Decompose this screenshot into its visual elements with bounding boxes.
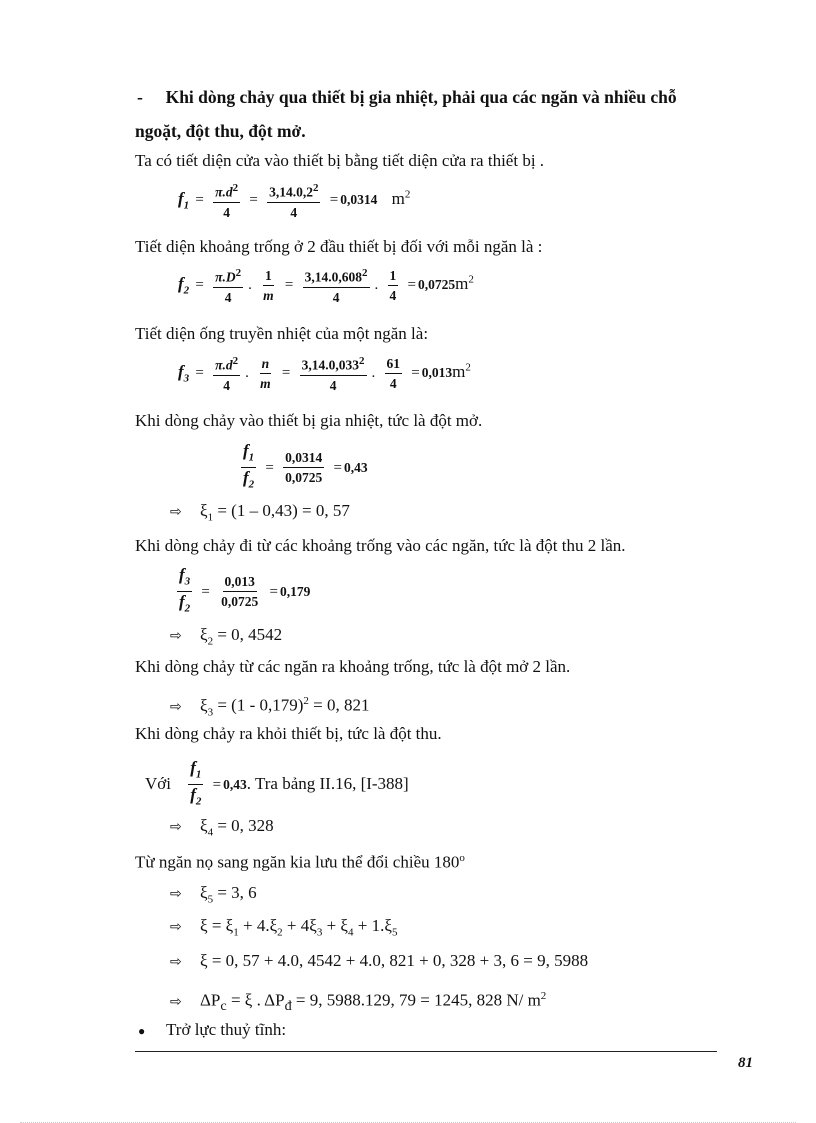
arrow-right-icon: ⇨ xyxy=(170,819,182,835)
page-number: 81 xyxy=(738,1055,753,1071)
footer-rule xyxy=(135,1051,717,1052)
arrow-right-icon: ⇨ xyxy=(170,628,182,644)
paragraph-line-6: Khi dòng chảy vào thiết bị gia nhiệt, tức là đột mở. xyxy=(135,411,483,430)
fraction: $\frac{3,14.0,2^2}{4}$ xyxy=(269,182,319,220)
xi-sum-line: ⇨ $\xi = \xi_1 + 4.\xi_2 + 4\xi_3 + \xi_4 + 1.\xi_5$ xyxy=(170,916,398,939)
voi-line: Với $\frac{f_1}{f_2}$ = 0,43. Tra bảng II.16, [I-388] xyxy=(145,758,409,808)
equation-ratio-f3-f2: $\frac{f_3}{f_2}$ = $\frac{0,013}{0,0725}$ = 0,179 xyxy=(179,565,311,615)
xi-value-line: ⇨ ξ = 0, 57 + 4.0, 4542 + 4.0, 821 + 0, 328 + 3, 6 = 9, 5988 xyxy=(170,950,588,973)
equation-f1: $f_1$ = $\frac{\pi.d^2}{4}$ = $\frac{3,14.0,2^2}{4}$ = 0,0314 $m^2$ xyxy=(178,182,411,220)
pressure-drop-line: ⇨ $\Delta P_c = \xi$ . $\Delta P_đ = 9$, 5988.129, 79 = 1245, 828 N/ $m^2$ xyxy=(170,990,547,1015)
paragraph-line-7: Khi dòng chảy đi từ các khoảng trống vào các ngăn, tức là đột thu 2 lần. xyxy=(135,536,626,555)
equation-ratio-f1-f2: $\frac{f_1}{f_2}$ = $\frac{0,0314}{0,0725}$ = 0,43 xyxy=(243,441,368,491)
arrow-right-icon: ⇨ xyxy=(170,504,182,520)
paragraph-line-1 xyxy=(137,86,677,108)
xi3-line: ⇨ $\xi_3 = (1 - 0,179)^2 = 0$, 821 xyxy=(170,695,370,719)
bullet-line: ● Trở lực thuỷ tĩnh: xyxy=(138,1019,286,1042)
xi1-line: ⇨ $\xi_1 = (1 - 0,43) = 0$, 57 xyxy=(170,501,350,524)
paragraph-line-8: Khi dòng chảy từ các ngăn ra khoảng trống, tức là đột mở 2 lần. xyxy=(135,657,571,676)
arrow-right-icon: ⇨ xyxy=(170,919,182,935)
paragraph-line-2: ngoặt, đột thu, đột mở. xyxy=(135,121,306,141)
paragraph-line-10: Từ ngăn nọ sang ngăn kia lưu thể đổi chiều 180$^o$ xyxy=(135,852,465,872)
arrow-right-icon: ⇨ xyxy=(170,993,182,1010)
fraction: $\frac{\pi.d^2}{4}$ xyxy=(215,182,239,220)
line-text: Khi dòng chảy qua thiết bị gia nhiệt, phải qua các ngăn và nhiều chỗ xyxy=(165,87,677,107)
xi4-line: ⇨ $\xi_4 = 0$, 328 xyxy=(170,816,274,839)
paragraph-line-3: Ta có tiết diện cửa vào thiết bị bằng tiết diện cửa ra thiết bị . xyxy=(135,151,545,170)
arrow-right-icon: ⇨ xyxy=(170,698,182,715)
paragraph-line-9: Khi dòng chảy ra khỏi thiết bị, tức là đột thu. xyxy=(135,724,442,743)
equation-f3: $f_3$ = $\frac{\pi.d^2}{4}$ . $\frac{n}{m}$ = $\frac{3,14.0,033^2}{4}$ . $\frac{61}{4}$ = $0,013m^2$ xyxy=(178,355,471,393)
xi5-line: ⇨ $\xi_5 = 3$, 6 xyxy=(170,883,257,906)
xi2-line: ⇨ $\xi_2 = 0$, 4542 xyxy=(170,625,283,648)
list-dash: - xyxy=(137,87,143,107)
bullet-icon: ● xyxy=(138,1024,146,1038)
paragraph-line-4: Tiết diện khoảng trống ở 2 đầu thiết bị đối với mỗi ngăn là : xyxy=(135,237,543,256)
arrow-right-icon: ⇨ xyxy=(170,954,182,970)
arrow-right-icon: ⇨ xyxy=(170,886,182,902)
equation-f2: $f_2$ = $\frac{\pi.D^2}{4}$ . $\frac{1}{m}$ = $\frac{3,14.0,608^2}{4}$ . $\frac{1}{4}$ = $0,0725m^2$ xyxy=(178,267,474,305)
paragraph-line-5: Tiết diện ống truyền nhiệt của một ngăn là: xyxy=(135,324,429,343)
